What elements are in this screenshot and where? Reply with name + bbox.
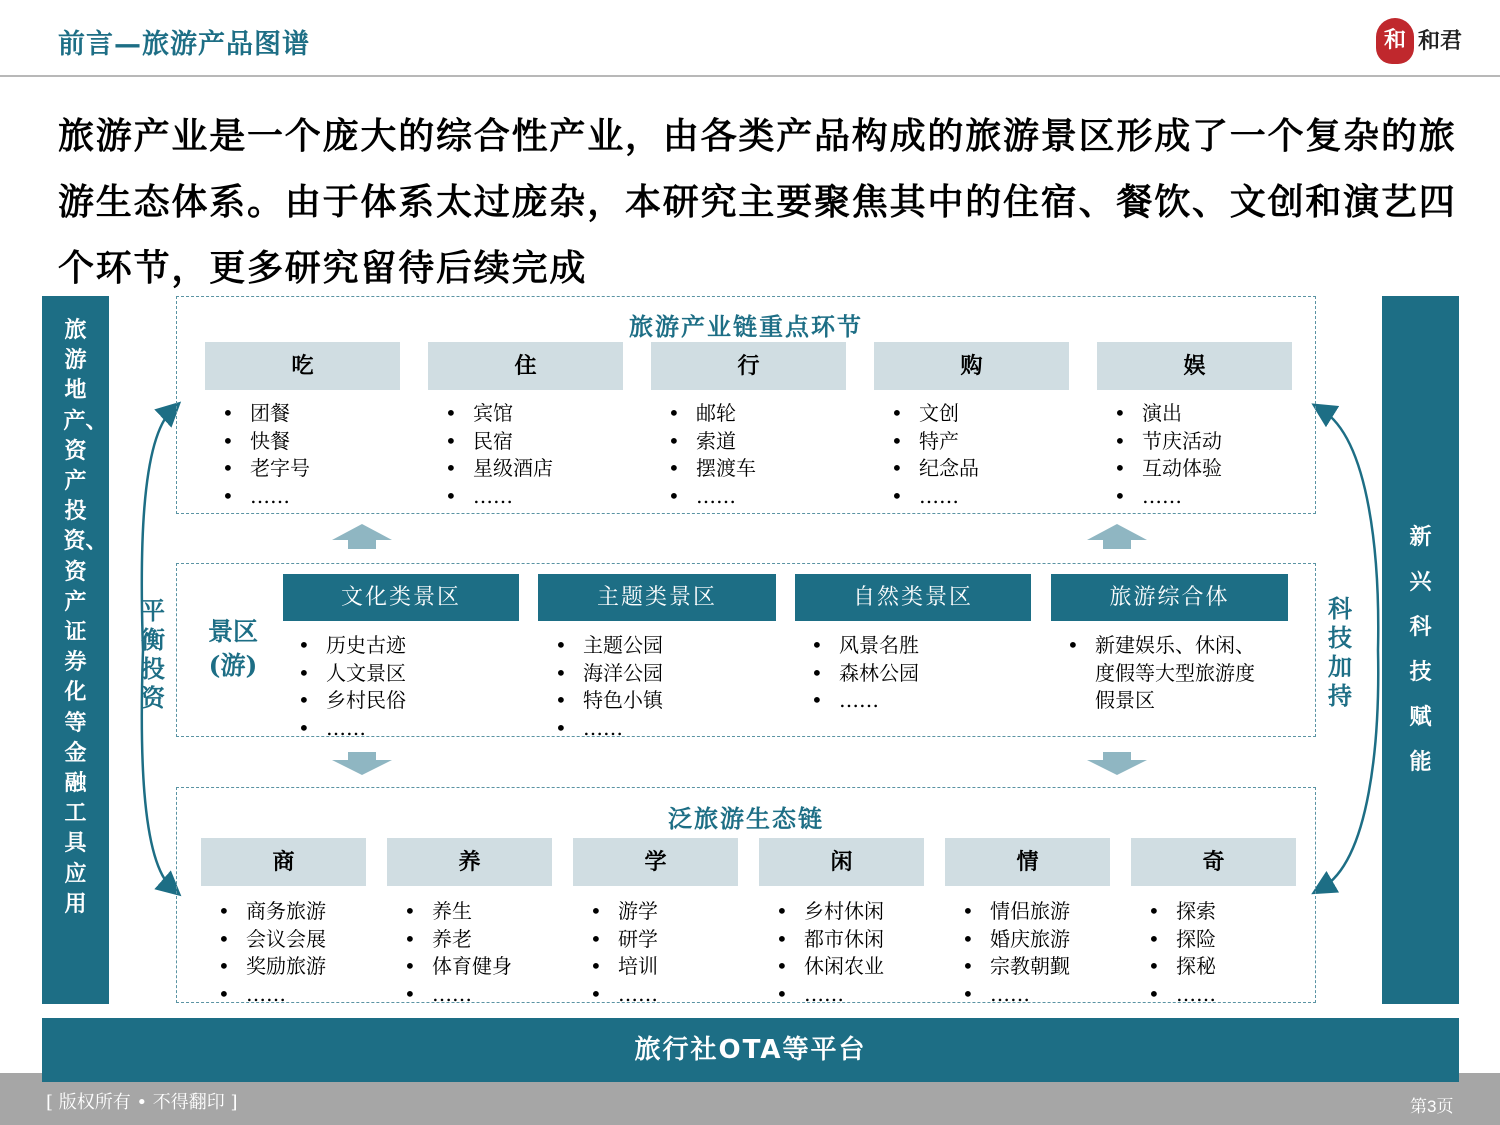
scenic-label-line1: 景区 [207,617,258,646]
page-title: 前言—旅游产品图谱 [58,29,310,60]
list-item: • 快餐 [222,428,392,456]
intro-paragraph: 旅游产业是一个庞大的综合性产业，由各类产品构成的旅游景区形成了一个复杂的旅游生态体系。由于体系太过庞杂，本研究主要聚焦其中的住宿、餐饮、文创和演艺四个环节，更多研究留待后续完成 [58,115,1457,289]
list-item: • 海洋公园 [555,660,765,688]
down-arrow-left [332,752,392,775]
list-item: • 休闲农业 [776,953,926,981]
column-header-travel: 行 [651,342,846,390]
theme-item-list [555,632,765,742]
column-header-cultural: 文化类景区 [283,574,519,621]
list-item: • 团餐 [222,400,392,428]
health-item-list [404,898,554,1008]
list-item: • 新建娱乐、休闲、度假等大型旅游度假景区 [1067,632,1272,715]
list-item: • 研学 [590,926,740,954]
page-number: 第3页 [1410,1097,1454,1116]
list-item: • 乡村休闲 [776,898,926,926]
list-item: • …… [590,981,740,1009]
list-item: • …… [1148,981,1298,1009]
list-item: • …… [776,981,926,1009]
list-item: • 培训 [590,953,740,981]
list-item: • …… [218,981,368,1009]
list-item: • …… [1114,483,1294,511]
logo-seal-icon: 和 [1376,18,1414,64]
list-item: • 特产 [891,428,1061,456]
column-header-natural: 自然类景区 [795,574,1031,621]
list-item: • 探险 [1148,926,1298,954]
list-item: • 情侣旅游 [962,898,1112,926]
travel-item-list [668,400,838,510]
list-item: • 奖励旅游 [218,953,368,981]
list-item: • 主题公园 [555,632,765,660]
industry-chain-title: 旅游产业链重点环节 [629,312,863,341]
list-item: • 体育健身 [404,953,554,981]
business-item-list [218,898,368,1008]
pan-tourism-title: 泛旅游生态链 [668,804,824,833]
scenic-area-label [200,615,266,683]
list-item: • 探索 [1148,898,1298,926]
list-item: • 民宿 [445,428,615,456]
left-bar-text: 旅游地产、资产投资、资产证券化等金融工具应用 [63,318,108,917]
complex-item-list [1067,632,1272,715]
up-arrow-right [1087,524,1147,549]
list-item: • 特色小镇 [555,687,765,715]
study-item-list [590,898,740,1008]
up-arrow-left [332,524,392,549]
logo-text: 和君 [1418,29,1463,54]
balance-investment-label: 平衡投资 [141,596,165,712]
column-header-health: 养 [387,838,552,886]
list-item: • 历史古迹 [298,632,508,660]
column-header-leisure: 闲 [759,838,924,886]
list-item: • 乡村民俗 [298,687,508,715]
list-item: • 人文景区 [298,660,508,688]
list-item: • 宗教朝觐 [962,953,1112,981]
column-header-business: 商 [201,838,366,886]
platform-bar: 旅行社OTA等平台 [42,1018,1459,1082]
list-item: • 互动体验 [1114,455,1294,483]
shop-item-list [891,400,1061,510]
list-item: • 会议会展 [218,926,368,954]
list-item: • 森林公园 [811,660,1021,688]
list-item: • …… [445,483,615,511]
column-header-study: 学 [573,838,738,886]
list-item: • 索道 [668,428,838,456]
list-item: • 演出 [1114,400,1294,428]
list-item: • 养老 [404,926,554,954]
list-item: • …… [222,483,392,511]
list-item: • …… [404,981,554,1009]
list-item: • …… [555,715,765,743]
adventure-item-list [1148,898,1298,1008]
leisure-item-list [776,898,926,1008]
list-item: • 探秘 [1148,953,1298,981]
list-item: • 节庆活动 [1114,428,1294,456]
column-header-eat: 吃 [205,342,400,390]
entertain-item-list [1114,400,1294,510]
romance-item-list [962,898,1112,1008]
list-item: • 商务旅游 [218,898,368,926]
list-item: • 摆渡车 [668,455,838,483]
list-item: • 养生 [404,898,554,926]
column-header-stay: 住 [428,342,623,390]
list-item: • …… [668,483,838,511]
list-item: • 宾馆 [445,400,615,428]
column-header-adventure: 奇 [1131,838,1296,886]
tech-support-label: 科技加持 [1328,594,1352,710]
copyright-notice: [ 版权所有 • 不得翻印 ] [46,1092,238,1113]
list-item: • 游学 [590,898,740,926]
list-item: • 婚庆旅游 [962,926,1112,954]
stay-item-list [445,400,615,510]
list-item: • …… [891,483,1061,511]
list-item: • 文创 [891,400,1061,428]
list-item: • 风景名胜 [811,632,1021,660]
column-header-romance: 情 [945,838,1110,886]
list-item: • 都市休闲 [776,926,926,954]
column-header-entertain: 娱 [1097,342,1292,390]
scenic-label-line2: (游) [208,651,258,680]
list-item: • 老字号 [222,455,392,483]
natural-item-list [811,632,1021,715]
column-header-shop: 购 [874,342,1069,390]
list-item: • 星级酒店 [445,455,615,483]
list-item: • …… [811,687,1021,715]
list-item: • 邮轮 [668,400,838,428]
cultural-item-list [298,632,508,742]
down-arrow-right [1087,752,1147,775]
right-bar-text: 新兴科技赋能 [1409,525,1432,775]
eat-item-list [222,400,392,510]
column-header-theme: 主题类景区 [538,574,776,621]
column-header-complex: 旅游综合体 [1051,574,1288,621]
list-item: • 纪念品 [891,455,1061,483]
list-item: • …… [298,715,508,743]
list-item: • …… [962,981,1112,1009]
